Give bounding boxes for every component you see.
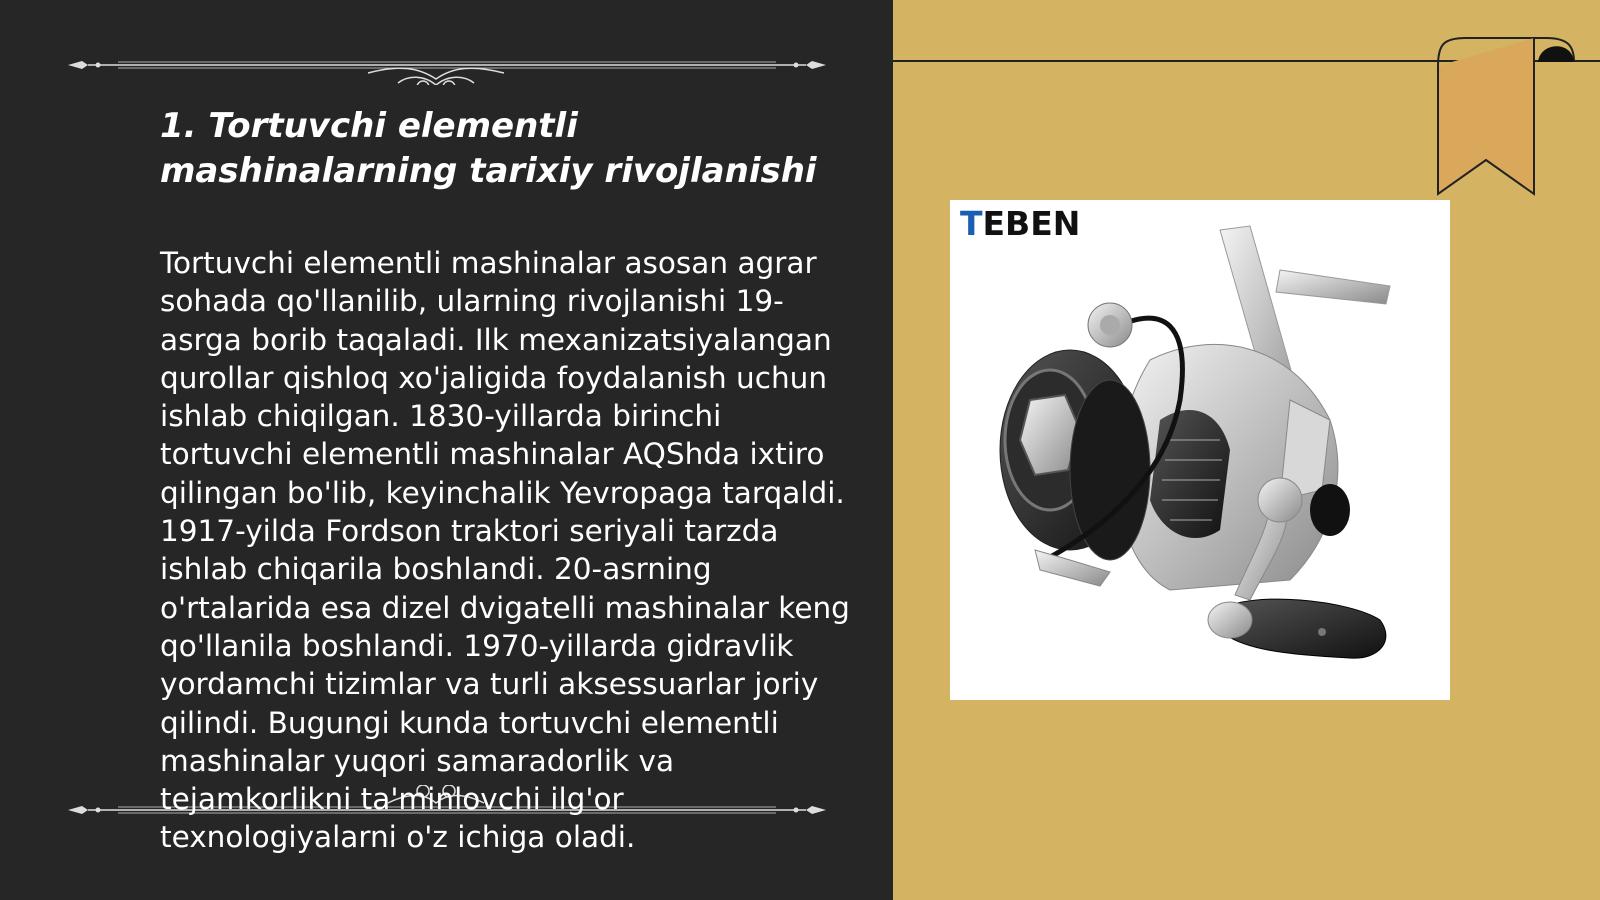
fishing-reel-photo-icon bbox=[950, 200, 1450, 700]
slide-body-text: Tortuvchi elementli mashinalar asosan agrar sohada qo'llanilib, ularning rivojlanishi 19-asrga borib taqaladi. Ilk mexanizatsiyalangan qurollar qishloq xo'jaligida foydalanish uchun ishlab chiqilgan. 1830-yillarda birinchi tortuvchi elementli mashinalar AQShda ixtiro qilingan bo'lib, keyinchalik Yevropaga tarqaldi. 1917-yilda Fordson traktori seriyali tarzda ishlab chiqarila boshlandi. 20-asrning o'rtalarida esa dizel dvigatelli mashinalar keng qo'llanila boshlandi. 1970-yillarda gidravlik yordamchi tizimlar va turli aksessuarlar joriy qilindi. Bugungi kunda tortuvchi elementli mashinalar yuqori samaradorlik va tejamkorlikni ta'minlovchi ilg'or texnologiyalarni o'z ichiga oladi. bbox=[160, 246, 850, 855]
slide-title: 1. Tortuvchi elementli mashinalarning tarixiy rivojlanishi bbox=[160, 106, 817, 191]
bookmark-icon bbox=[1436, 36, 1576, 201]
product-image bbox=[950, 200, 1450, 700]
top-ornament bbox=[68, 45, 826, 85]
brand-logo: TEBEN bbox=[960, 204, 1081, 243]
